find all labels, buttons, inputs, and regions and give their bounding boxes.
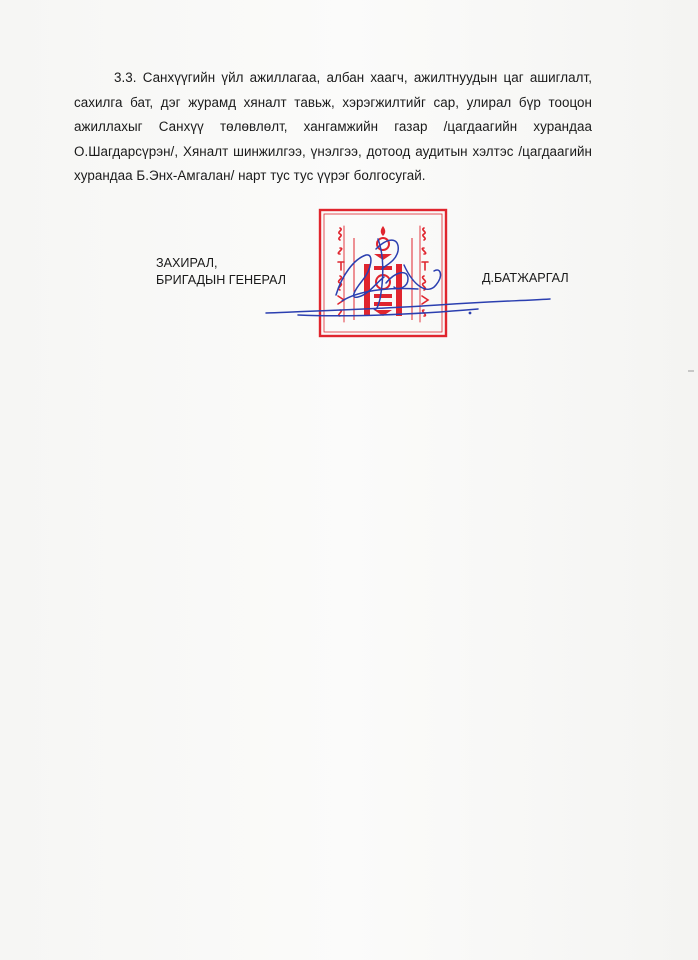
signatory-name: Д.БАТЖАРГАЛ <box>482 271 569 285</box>
handwritten-signature-icon <box>258 225 558 325</box>
scan-edge-mark <box>688 370 694 372</box>
signatory-title-line2: БРИГАДЫН ГЕНЕРАЛ <box>156 272 286 287</box>
order-paragraph-3-3: 3.3. Санхүүгийн үйл ажиллагаа, албан хаагч, ажилтнуудын цаг ашиглалт, сахилга бат, дэг журамд хяналт тавьж, хэрэгжилтийг сар, улирал бүр тооцон ажиллахыг Санхүү төлөвлөлт, хангамжийн газар /цагдаагийн хурандаа О.Шагдарсүрэн/, Хяналт шинжилгээ, үнэлгээ, дотоод аудитын хэлтэс /цагдаагийн хурандаа Б.Энх-Амгалан/ нарт тус тус үүрэг болгосугай. <box>74 70 592 184</box>
signatory-title-line1: ЗАХИРАЛ, <box>156 256 218 270</box>
